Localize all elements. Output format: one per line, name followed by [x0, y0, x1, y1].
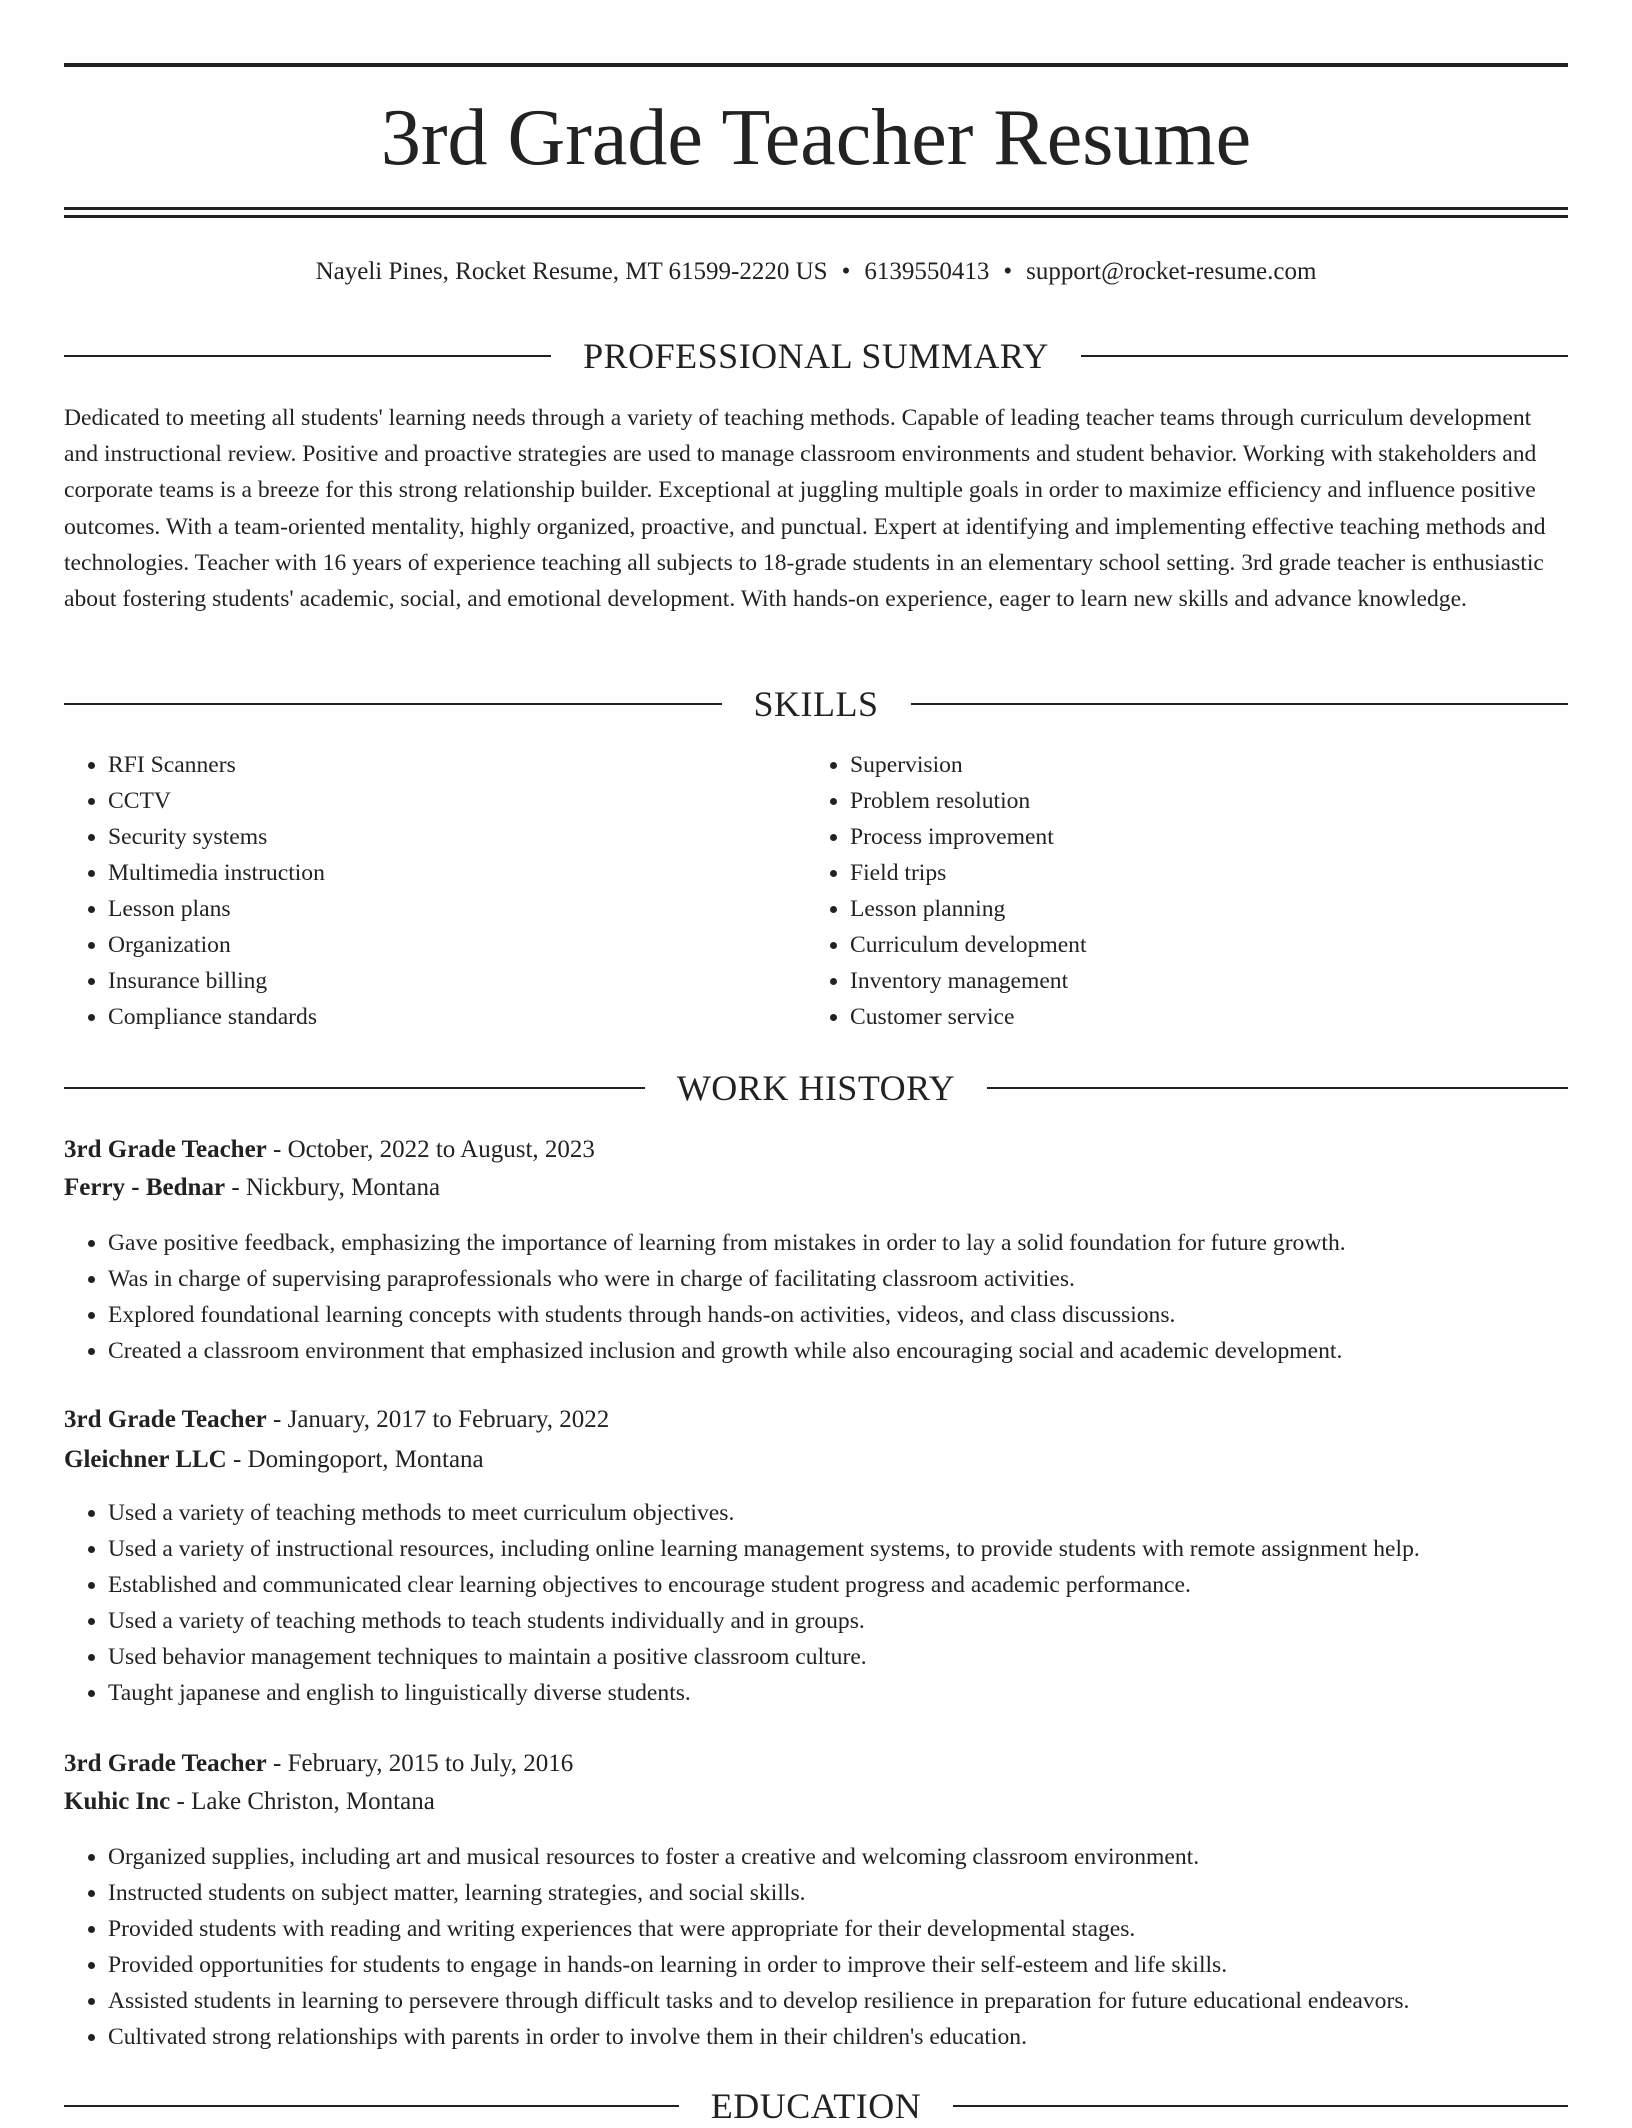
resume-title: 3rd Grade Teacher Resume	[380, 94, 1252, 182]
duties-list	[64, 1225, 1568, 1369]
summary-paragraph: Dedicated to meeting all students' learning needs through a variety of teaching methods. Capable of leading teacher teams through curriculum development and instructional review. Positive and proactive strategies are used to manage classroom environments and student behavior. Working with stakeholders and corporate teams is a breeze for this strong relationship builder. Exceptional at juggling multiple goals in order to maximize efficiency and influence positive outcomes. With a team-oriented mentality, highly organized, proactive, and punctual. Expert at identifying and implementing effective teaching methods and technologies. Teacher with 16 years of experience teaching all subjects to 18-grade students in an elementary school setting. 3rd grade teacher is enthusiastic about fostering students' academic, social, and emotional development. With hands-on experience, eager to learn new skills and advance knowledge.	[64, 405, 1546, 613]
skill-item: • Security systems	[108, 819, 804, 855]
skill-item: • Process improvement	[850, 819, 1546, 855]
section-heading-education	[64, 2084, 1568, 2128]
section-title: EDUCATION	[710, 2086, 922, 2126]
duty-item: • Provided students with reading and writing experiences that were appropriate for their developmental stages.	[108, 1911, 1568, 1947]
duty-item: • Established and communicated clear learning objectives to encourage student progress and academic performance.	[108, 1567, 1568, 1603]
job-dates: - January, 2017 to February, 2022	[266, 1406, 610, 1433]
duty-item: • Cultivated strong relationships with parents in order to involve them in their children's education.	[108, 2019, 1568, 2055]
job-dates: - October, 2022 to August, 2023	[266, 1136, 595, 1163]
heading-rule	[64, 2105, 679, 2107]
skill-item: • CCTV	[108, 783, 804, 819]
title-rule-lower	[64, 215, 1568, 218]
job-location: - Lake Christon, Montana	[170, 1788, 435, 1815]
section-heading-skills	[64, 682, 1568, 726]
duty-item: • Provided opportunities for students to engage in hands-on learning in order to improve their self-esteem and life skills.	[108, 1947, 1568, 1983]
duty-item: • Instructed students on subject matter, learning strategies, and social skills.	[108, 1875, 1568, 1911]
duty-item: • Used a variety of teaching methods to meet curriculum objectives.	[108, 1495, 1568, 1531]
job-location: - Nickbury, Montana	[225, 1174, 441, 1201]
heading-rule	[64, 355, 551, 357]
skill-item: • Supervision	[850, 747, 1546, 783]
duty-item: • Taught japanese and english to linguistically diverse students.	[108, 1675, 1568, 1711]
skill-item: • Compliance standards	[108, 999, 804, 1035]
contact-phone: 6139550413	[864, 258, 990, 285]
contact-email: support@rocket-resume.com	[1026, 258, 1317, 285]
skill-item: • Customer service	[850, 999, 1546, 1035]
skill-item: • Curriculum development	[850, 927, 1546, 963]
heading-rule	[1081, 355, 1568, 357]
job-company: Kuhic Inc	[64, 1788, 171, 1815]
job-title-line	[64, 1402, 609, 1438]
duty-item: • Was in charge of supervising paraprofessionals who were in charge of facilitating classroom activities.	[108, 1261, 1568, 1297]
skills-column-left	[64, 747, 804, 1035]
duty-item: • Gave positive feedback, emphasizing the importance of learning from mistakes in order to lay a solid foundation for future growth.	[108, 1225, 1568, 1261]
job-title-line	[64, 1132, 595, 1168]
job-title: 3rd Grade Teacher	[64, 1136, 267, 1163]
skill-item: • RFI Scanners	[108, 747, 804, 783]
duty-item: • Organized supplies, including art and musical resources to foster a creative and welcoming classroom environment.	[108, 1839, 1568, 1875]
skill-item: • Lesson plans	[108, 891, 804, 927]
section-title: WORK HISTORY	[676, 1068, 956, 1108]
job-company-line	[64, 1170, 440, 1206]
skills-list	[806, 747, 1546, 1035]
job-title: 3rd Grade Teacher	[64, 1750, 267, 1777]
job-company: Gleichner LLC	[64, 1446, 227, 1473]
job-dates: - February, 2015 to July, 2016	[266, 1750, 574, 1777]
section-heading-work	[64, 1066, 1568, 1110]
duties-list	[64, 1495, 1568, 1711]
job-title-line	[64, 1746, 573, 1782]
heading-rule	[64, 1087, 645, 1089]
skill-item: • Lesson planning	[850, 891, 1546, 927]
skill-item: • Multimedia instruction	[108, 855, 804, 891]
top-rule	[64, 63, 1568, 67]
job-company-line	[64, 1442, 484, 1478]
job-location: - Domingoport, Montana	[226, 1446, 484, 1473]
duty-item: • Explored foundational learning concepts with students through hands-on activities, videos, and class discussions.	[108, 1297, 1568, 1333]
contact-line	[64, 255, 1568, 289]
skills-column-right	[806, 747, 1546, 1035]
heading-rule	[987, 1087, 1568, 1089]
duty-item: • Used behavior management techniques to maintain a positive classroom culture.	[108, 1639, 1568, 1675]
job-company: Ferry - Bednar	[64, 1174, 226, 1201]
duty-item: • Used a variety of instructional resources, including online learning management systems, to provide students with remote assignment help.	[108, 1531, 1568, 1567]
job-duties	[64, 1495, 1568, 1711]
heading-rule	[953, 2105, 1568, 2107]
duty-item: • Used a variety of teaching methods to teach students individually and in groups.	[108, 1603, 1568, 1639]
section-title: SKILLS	[753, 684, 879, 724]
job-duties	[64, 1839, 1568, 2055]
skill-item: • Problem resolution	[850, 783, 1546, 819]
contact-address: Nayeli Pines, Rocket Resume, MT 61599-2220 US	[315, 258, 828, 285]
section-title: PROFESSIONAL SUMMARY	[583, 336, 1049, 376]
title-rule-upper	[64, 207, 1568, 210]
section-heading-summary	[64, 334, 1568, 378]
skill-item: • Organization	[108, 927, 804, 963]
job-title: 3rd Grade Teacher	[64, 1406, 267, 1433]
skill-item: • Insurance billing	[108, 963, 804, 999]
skill-item: • Inventory management	[850, 963, 1546, 999]
duty-item: • Assisted students in learning to persevere through difficult tasks and to develop resilience in preparation for future educational endeavors.	[108, 1983, 1568, 2019]
skill-item: • Field trips	[850, 855, 1546, 891]
job-duties	[64, 1225, 1568, 1369]
heading-rule	[64, 703, 722, 705]
duties-list	[64, 1839, 1568, 2055]
job-company-line	[64, 1784, 435, 1820]
skills-list	[64, 747, 804, 1035]
heading-rule	[911, 703, 1569, 705]
contact-separator: •	[841, 258, 851, 285]
contact-separator: •	[1003, 258, 1013, 285]
duty-item: • Created a classroom environment that emphasized inclusion and growth while also encouraging social and academic development.	[108, 1333, 1568, 1369]
